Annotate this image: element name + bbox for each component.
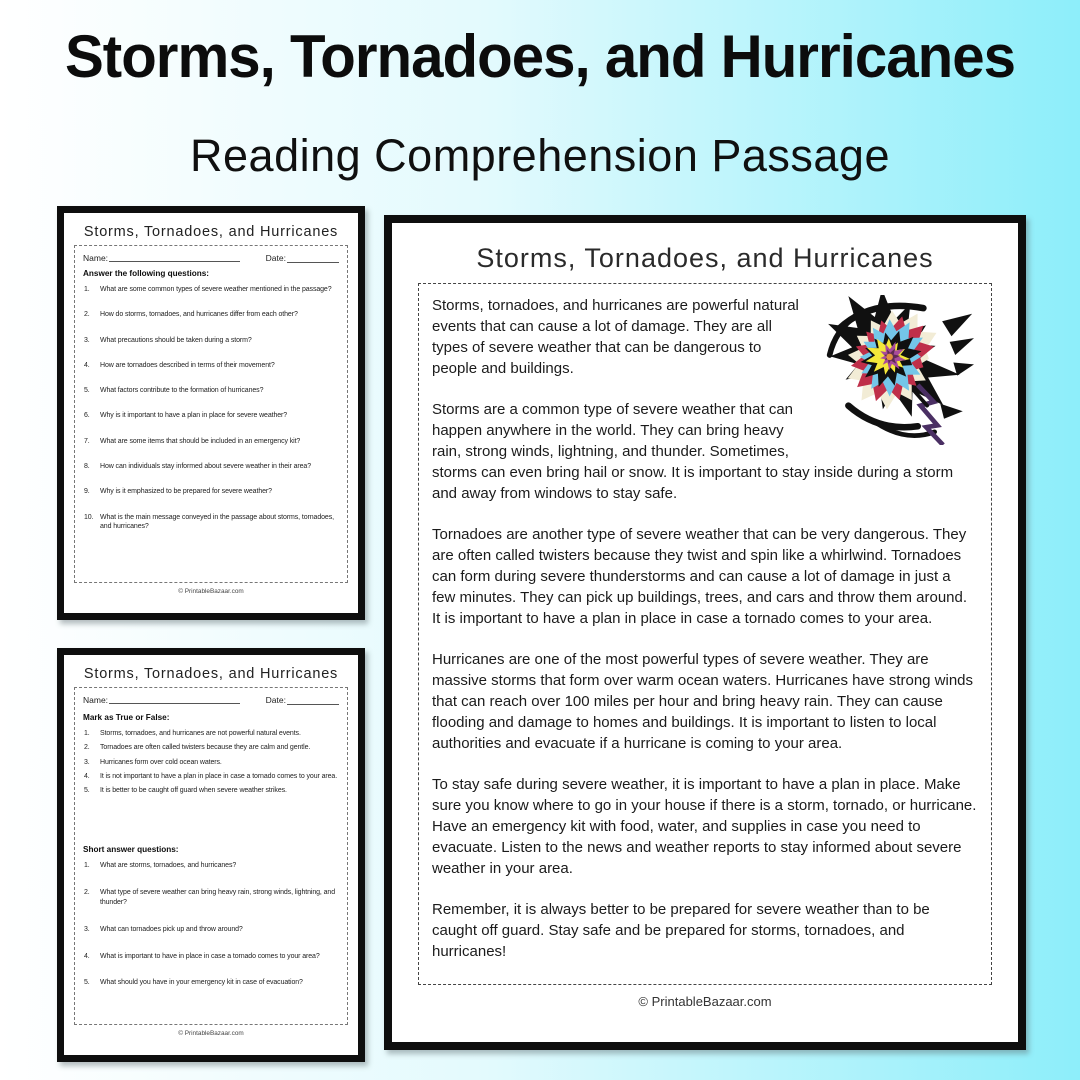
question-item: What factors contribute to the formation of hurricanes? (100, 387, 264, 395)
question-item: What are some items that should be included in an emergency kit? (100, 437, 301, 445)
question-item: How can individuals stay informed about severe weather in their area? (100, 463, 311, 471)
name-label: Name: (83, 695, 109, 705)
date-blank-line (287, 696, 339, 705)
true-false-item: Tornadoes are often called twisters because they are calm and gentle. (100, 744, 311, 752)
name-date-row (83, 253, 339, 263)
name-blank-line (109, 695, 240, 704)
question-item: What precautions should be taken during a storm? (100, 336, 252, 344)
short-answer-list (83, 861, 339, 988)
true-false-item: It is better to be caught off guard when severe weather strikes. (100, 787, 287, 795)
passage-paragraph: To stay safe during severe weather, it is important to have a plan in place. Make sure you know where to go in your house if there is a storm, tornado, or hurricane. Have an emergency kit with food, water, and supplies in case you need to evacuate. Listen to the news and weather reports to stay informed about severe weather in your area. (432, 776, 977, 877)
short-answer-item: What can tornadoes pick up and throw around? (100, 925, 243, 933)
name-label: Name: (83, 253, 109, 263)
true-false-item: Hurricanes form over cold ocean waters. (100, 758, 222, 766)
true-false-heading: Mark as True or False: (83, 713, 170, 722)
passage-page (384, 215, 1026, 1050)
question-item: How do storms, tornadoes, and hurricanes differ from each other? (100, 311, 298, 319)
worksheet-dashed-box (74, 245, 348, 583)
question-item: What are some common types of severe weather mentioned in the passage? (100, 286, 332, 293)
short-answer-item: What is important to have in place in case a tornado comes to your area? (100, 952, 320, 960)
section-heading: Answer the following questions: (83, 269, 209, 278)
question-list (83, 285, 339, 532)
passage-paragraph: Storms, tornadoes, and hurricanes are powerful natural events that can cause a lot of damage. They are all types of severe weather that can be dangerous to people and buildings. (432, 297, 799, 377)
short-answer-item: What are storms, tornadoes, and hurricanes? (100, 862, 237, 870)
copyright-footer: © PrintableBazaar.com (638, 994, 772, 1009)
question-item: Why is it emphasized to be prepared for severe weather? (100, 488, 272, 496)
date-label: Date: (265, 695, 286, 705)
date-blank-line (287, 254, 339, 263)
true-false-item: Storms, tornadoes, and hurricanes are not powerful natural events. (100, 730, 301, 737)
page-subtitle: Reading Comprehension Passage (190, 130, 890, 181)
page-title: Storms, Tornadoes, and Hurricanes (64, 23, 1016, 90)
worksheet-truefalse-page (57, 648, 365, 1062)
true-false-list (83, 729, 339, 796)
worksheet-title: Storms, Tornadoes, and Hurricanes (83, 224, 339, 240)
question-item: What is the main message conveyed in the passage about storms, tornadoes, and hurricanes? (100, 513, 334, 531)
name-blank-line (109, 253, 240, 262)
passage-paragraph: Storms are a common type of severe weather that can happen anywhere in the world. They can bring heavy rain, strong winds, lightning, and thunder. Sometimes, storms can even bring hail or snow. It is important to stay inside during a storm and away from windows to stay safe. (432, 401, 954, 502)
passage-paragraph: Tornadoes are another type of severe weather that can be very dangerous. They are often called twisters because they twist and spin like a whirlwind. Tornadoes can form during severe thunderstorms and can cause a lot of damage in just a few minutes. They can pick up buildings, trees, and cars and throw them around. It is important to have a plan in place in case a tornado comes to your area. (432, 526, 968, 627)
passage-paragraph: Remember, it is always better to be prepared for severe weather than to be caught off guard. Stay safe and be prepared for storms, tornadoes, and hurricanes! (432, 901, 930, 960)
copyright-footer: © PrintableBazaar.com (178, 1030, 244, 1037)
copyright-footer: © PrintableBazaar.com (178, 588, 244, 595)
date-label: Date: (265, 253, 286, 263)
passage-title: Storms, Tornadoes, and Hurricanes (476, 243, 934, 273)
name-date-row (83, 695, 339, 705)
worksheet-dashed-box (74, 687, 348, 1025)
true-false-item: It is not important to have a plan in place in case a tornado comes to your area. (100, 772, 338, 780)
short-answer-item: What type of severe weather can bring heavy rain, strong winds, lightning, and thunder? (100, 889, 336, 907)
storm-swirl-illustration-icon (820, 295, 978, 445)
passage-paragraph: Hurricanes are one of the most powerful types of severe weather. They are massive storms that form over warm ocean waters. Hurricanes have strong winds that can reach over 100 miles per hour and bring heavy rain. They can cause flooding and damage to homes and buildings. It is important to listen to local authorities and evacuate if a hurricane is coming to your area. (432, 651, 974, 752)
writing-space (83, 800, 339, 842)
short-answer-heading: Short answer questions: (83, 845, 179, 855)
question-item: How are tornadoes described in terms of their movement? (100, 361, 275, 369)
worksheet-questions-page (57, 206, 365, 620)
worksheet-title: Storms, Tornadoes, and Hurricanes (83, 666, 339, 682)
question-item: Why is it important to have a plan in place for severe weather? (100, 412, 288, 420)
passage-dashed-box (418, 283, 992, 985)
short-answer-item: What should you have in your emergency kit in case of evacuation? (100, 979, 303, 987)
